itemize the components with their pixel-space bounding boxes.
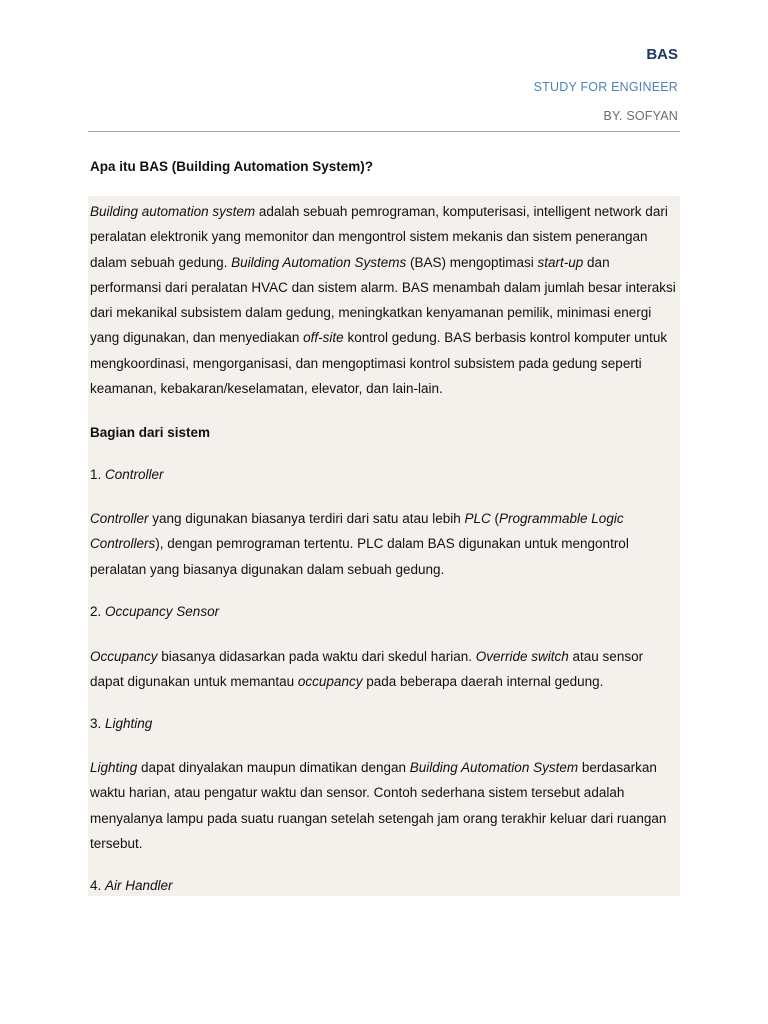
question-heading: Apa itu BAS (Building Automation System)?	[90, 159, 373, 174]
controller-paragraph: Controller yang digunakan biasanya terdiri dari satu atau lebih PLC (Programmable Logic Controllers), dengan pemrograman tertentu. PLC dalam BAS digunakan untuk mengontrol peralatan yang biasanya digunakan dalam sebuah gedung.	[90, 511, 629, 577]
document-author: BY. SOFYAN	[603, 109, 678, 123]
occupancy-paragraph: Occupancy biasanya didasarkan pada waktu dari skedul harian. Override switch atau sensor dapat digunakan untuk memantau occupancy pada beberapa daerah internal gedung.	[90, 649, 644, 690]
item-heading-occupancy-sensor: 2. Occupancy Sensor	[90, 604, 220, 619]
section-heading: Bagian dari sistem	[90, 425, 211, 440]
document-subtitle: STUDY FOR ENGINEER	[533, 80, 678, 94]
item-heading-lighting: 3. Lighting	[90, 716, 153, 731]
item-heading-controller: 1. Controller	[90, 467, 164, 482]
item-heading-air-handler: 4. Air Handler	[90, 878, 173, 893]
lighting-paragraph: Lighting dapat dinyalakan maupun dimatikan dengan Building Automation System berdasarkan waktu harian, atau pengatur waktu dan sensor. Contoh sederhana sistem tersebut adalah menyalanya lampu pada suatu ruangan setelah setengah jam orang terakhir keluar dari ruangan tersebut.	[90, 760, 667, 851]
intro-paragraph: Building automation system adalah sebuah pemrograman, komputerisasi, intelligent network dari peralatan elektronik yang memonitor dan mengontrol sistem mekanis dan sistem penerangan dalam sebuah gedung. Building Automation Systems (BAS) mengoptimasi start-up dan performansi dari peralatan HVAC dan sistem alarm. BAS menambah dalam jumlah besar interaksi dari mekanikal subsistem dalam gedung, meningkatkan kenyamanan pemilik, minimasi energi yang digunakan, dan menyediakan off-site kontrol gedung. BAS berbasis kontrol komputer untuk mengkoordinasi, mengorganisasi, dan mengoptimasi kontrol subsistem pada gedung seperti keamanan, kebakaran/keselamatan, elevator, dan lain-lain.	[90, 204, 676, 397]
document-title: BAS	[646, 46, 678, 63]
content-panel	[88, 196, 680, 896]
header-divider	[88, 131, 680, 132]
